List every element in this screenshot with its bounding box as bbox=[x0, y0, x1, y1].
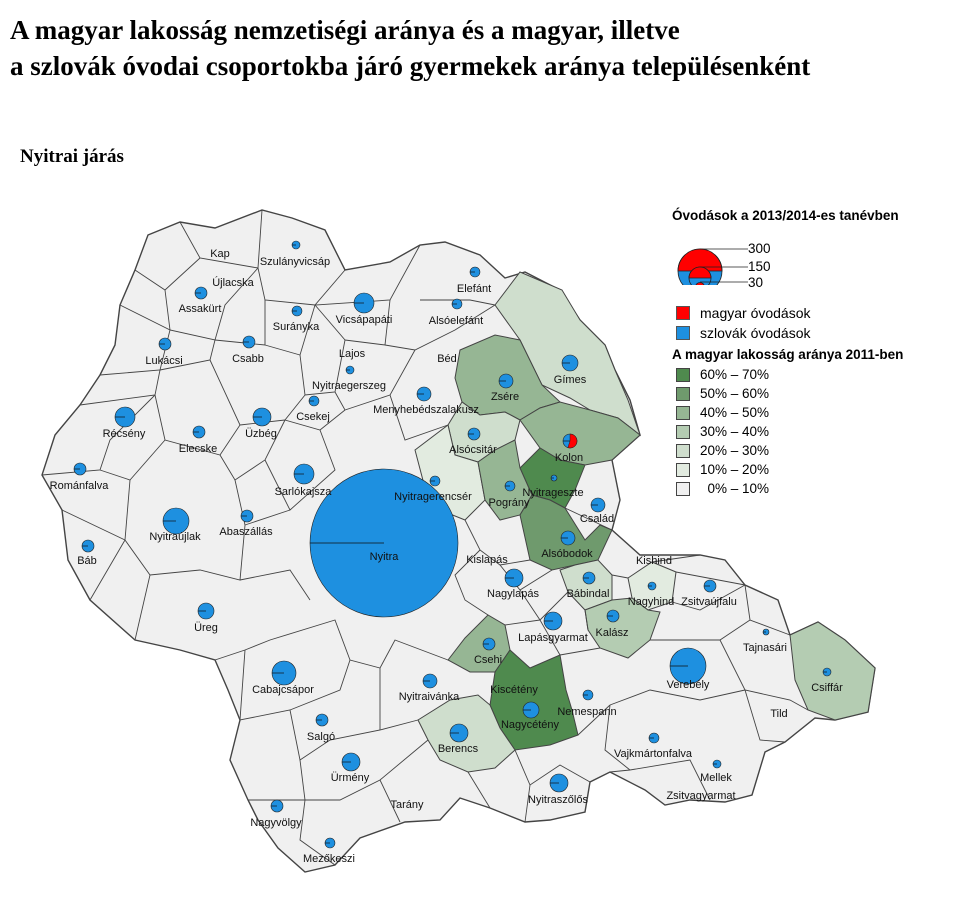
settlement-label-elefánt: Elefánt bbox=[456, 283, 492, 295]
legend-class-label: 0% – 10% bbox=[700, 481, 770, 496]
settlement-label-lapásgyarmat: Lapásgyarmat bbox=[518, 632, 588, 644]
settlement-label-béd: Béd bbox=[437, 353, 457, 365]
settlement-label-csabb: Csabb bbox=[232, 353, 264, 365]
legend-class-4 bbox=[672, 441, 964, 460]
settlement-label-üzbég: Üzbég bbox=[245, 428, 277, 440]
settlement-label-vicsápapáti: Vicsápapáti bbox=[335, 314, 393, 326]
legend-size-300: 300 bbox=[748, 241, 771, 256]
settlement-label-mezőkeszi: Mezőkeszi bbox=[303, 853, 355, 865]
settlement-label-románfalva: Románfalva bbox=[49, 480, 109, 492]
legend-pop-title: A magyar lakosság aránya 2011-ben bbox=[672, 347, 904, 362]
legend-class-label: 60% – 70% bbox=[700, 367, 770, 382]
settlement-label-abaszállás: Abaszállás bbox=[219, 526, 273, 538]
legend-swatch-red bbox=[676, 306, 690, 320]
settlement-label-nyitraegerszeg: Nyitraegerszeg bbox=[312, 380, 386, 392]
legend-class-swatch bbox=[676, 368, 690, 382]
settlement-label-lukácsi: Lukácsi bbox=[145, 355, 183, 367]
legend-hungarian-kg bbox=[672, 303, 964, 323]
settlement-label-nagylapás: Nagylapás bbox=[487, 588, 539, 600]
settlement-label-tajnasári: Tajnasári bbox=[742, 642, 788, 654]
legend-class-swatch bbox=[676, 406, 690, 420]
settlement-label-gímes: Gímes bbox=[553, 374, 587, 386]
settlement-label-zsitvaújfalu: Zsitvaújfalu bbox=[681, 596, 737, 608]
settlement-label-nyitraújlak: Nyitraújlak bbox=[149, 531, 201, 543]
legend-class-label: 20% – 30% bbox=[700, 443, 770, 458]
settlement-label-elecske: Elecske bbox=[178, 443, 218, 455]
settlement-label-pográny: Pográny bbox=[488, 497, 530, 509]
settlement-label-nemespann: Nemespann bbox=[557, 706, 617, 718]
legend-size-circles bbox=[672, 223, 752, 285]
settlement-label-alsócsitár: Alsócsitár bbox=[449, 444, 497, 456]
settlement-label-berencs: Berencs bbox=[437, 743, 479, 755]
settlement-label-báb: Báb bbox=[77, 555, 97, 567]
settlement-label-újlacska: Újlacska bbox=[212, 277, 254, 289]
settlement-label-surányka: Surányka bbox=[272, 321, 320, 333]
settlement-label-vajkmártonfalva: Vajkmártonfalva bbox=[613, 748, 693, 760]
settlement-label-bábindal: Bábindal bbox=[566, 588, 610, 600]
settlement-label-nyitraivánka: Nyitraivánka bbox=[398, 691, 460, 703]
legend-class-5 bbox=[672, 460, 964, 479]
legend-size-150: 150 bbox=[748, 259, 771, 274]
settlement-label-nyitragerencsér: Nyitragerencsér bbox=[394, 491, 472, 503]
legend-classes bbox=[672, 365, 964, 498]
title-line-1: A magyar lakosság nemzetiségi aránya és a magyar, illetve bbox=[10, 15, 680, 45]
settlement-label-menyhebédszalakusz: Menyhebédszalakusz bbox=[373, 404, 479, 416]
legend-class-3 bbox=[672, 422, 964, 441]
settlement-label-sarlókajsza: Sarlókajsza bbox=[274, 486, 332, 498]
legend-class-label: 30% – 40% bbox=[700, 424, 770, 439]
settlement-label-nyitrageszte: Nyitrageszte bbox=[522, 487, 584, 499]
settlement-label-lajos: Lajos bbox=[338, 348, 366, 360]
settlement-label-nagycétény: Nagycétény bbox=[500, 719, 560, 731]
legend-size-30: 30 bbox=[748, 275, 764, 290]
legend-class-label: 10% – 20% bbox=[700, 462, 770, 477]
settlement-label-szulányvicsáp: Szulányvicsáp bbox=[259, 256, 331, 268]
legend-size-scale bbox=[672, 223, 964, 290]
settlement-label-salgó: Salgó bbox=[306, 731, 336, 743]
legend-class-swatch bbox=[676, 387, 690, 401]
settlement-label-kislapás: Kislapás bbox=[466, 554, 508, 566]
legend-kg-title: Óvodások a 2013/2014-es tanévben bbox=[672, 208, 899, 223]
settlement-label-récsény: Récsény bbox=[102, 428, 146, 440]
settlement-label-cabajcsápor: Cabajcsápor bbox=[252, 684, 314, 696]
settlement-label-verebély: Verebély bbox=[666, 679, 710, 691]
settlement-label-tarány: Tarány bbox=[390, 799, 424, 811]
legend-class-1 bbox=[672, 384, 964, 403]
legend-class-swatch bbox=[676, 482, 690, 496]
settlement-label-nagyvölgy: Nagyvölgy bbox=[250, 817, 302, 829]
legend-class-6 bbox=[672, 479, 964, 498]
legend-slovak-label: szlovák óvodások bbox=[700, 325, 811, 341]
legend-hungarian-label: magyar óvodások bbox=[700, 305, 811, 321]
legend-class-swatch bbox=[676, 463, 690, 477]
district-subtitle: Nyitrai járás bbox=[20, 146, 124, 167]
settlement-label-kap: Kap bbox=[210, 248, 230, 260]
legend-class-label: 40% – 50% bbox=[700, 405, 770, 420]
settlement-label-csekej: Csekej bbox=[296, 411, 330, 423]
settlement-label-üreg: Üreg bbox=[194, 622, 218, 634]
legend-slovak-kg bbox=[672, 323, 964, 343]
settlement-label-kiscétény: Kiscétény bbox=[490, 684, 538, 696]
settlement-label-nagyhind: Nagyhind bbox=[627, 596, 675, 608]
legend-class-swatch bbox=[676, 444, 690, 458]
title-line-2: a szlovák óvodai csoportokba járó gyermekek aránya településenként bbox=[10, 51, 811, 81]
settlement-label-család: Család bbox=[579, 513, 615, 525]
legend bbox=[672, 208, 964, 498]
legend-class-2 bbox=[672, 403, 964, 422]
legend-class-0 bbox=[672, 365, 964, 384]
settlement-label-zsitvagyarmat: Zsitvagyarmat bbox=[666, 790, 736, 802]
settlement-label-kishind: Kishind bbox=[635, 555, 673, 567]
legend-class-swatch bbox=[676, 425, 690, 439]
settlement-label-csehi: Csehi bbox=[473, 654, 503, 666]
settlement-label-nyitra: Nyitra bbox=[369, 551, 399, 563]
legend-swatch-blue bbox=[676, 326, 690, 340]
settlement-label-alsóbodok: Alsóbodok bbox=[541, 548, 593, 560]
settlement-label-nyitraszőlős: Nyitraszőlős bbox=[528, 794, 588, 806]
settlement-label-zsére: Zsére bbox=[490, 391, 520, 403]
settlement-label-kalász: Kalász bbox=[595, 627, 629, 639]
settlement-label-alsóelefánt: Alsóelefánt bbox=[428, 315, 484, 327]
legend-class-label: 50% – 60% bbox=[700, 386, 770, 401]
settlement-label-tild: Tild bbox=[770, 708, 788, 720]
settlement-label-csiffár: Csiffár bbox=[811, 682, 843, 694]
settlement-label-assakürt: Assakürt bbox=[178, 303, 222, 315]
settlement-label-mellek: Mellek bbox=[700, 772, 732, 784]
settlement-label-kolon: Kolon bbox=[554, 452, 584, 464]
settlement-label-ürmény: Ürmény bbox=[330, 772, 370, 784]
